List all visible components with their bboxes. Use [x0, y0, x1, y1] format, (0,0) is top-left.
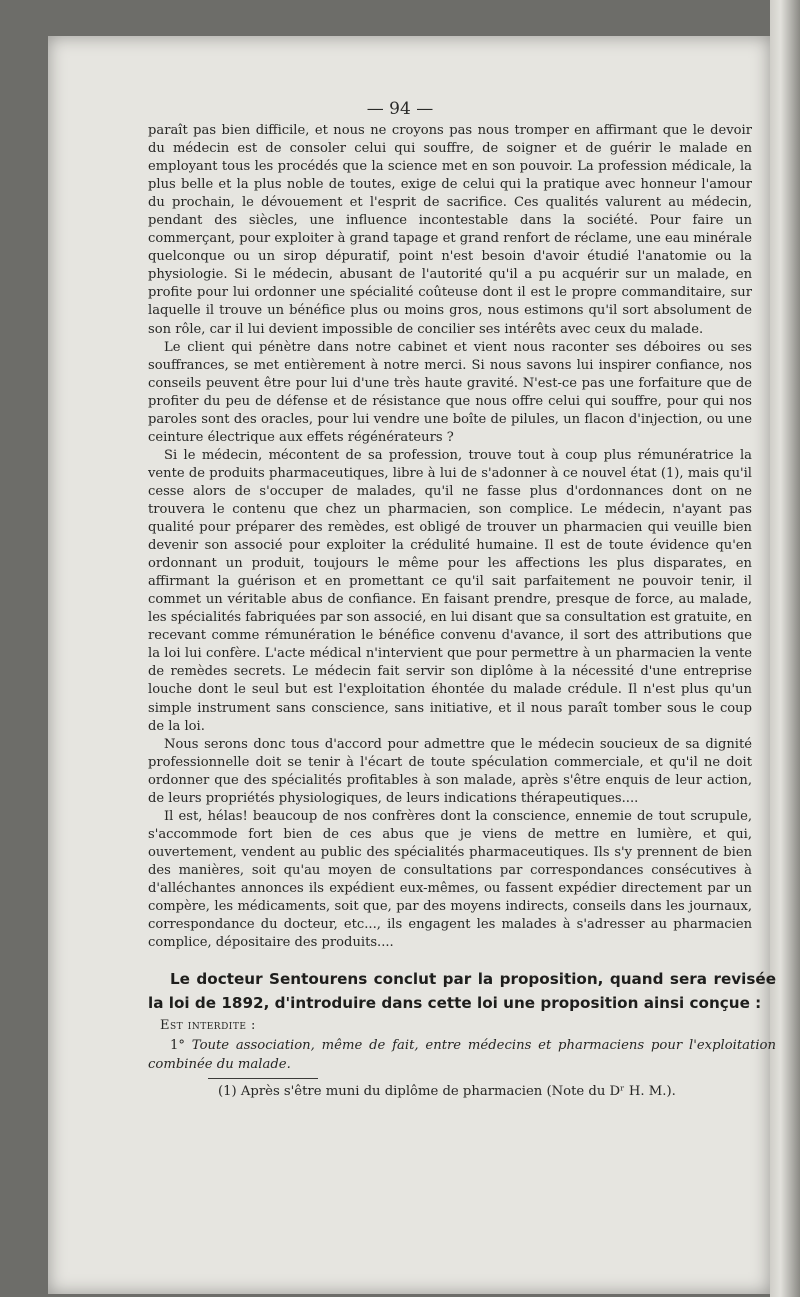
paragraph: Nous serons donc tous d'accord pour admettre que le médecin soucieux de sa dignité professionnelle doit se tenir à l'écart de toute spéculation commerciale, et qu'il ne doit ordonner que des spécialités profitables à son malade, après s'être enquis de leur action, de leurs propriétés physiologiques, de leurs indications thérapeutiques....	[148, 736, 752, 806]
footnote-rule	[208, 1078, 318, 1079]
page-number: — 94 —	[366, 99, 434, 119]
page-edge	[770, 0, 800, 1297]
paragraph: Le client qui pénètre dans notre cabinet et vient nous raconter ses déboires ou ses souffrances, se met entièrement à notre merci. Si nous savons lui inspirer confiance, nos conseils peuvent être pour lui d'une très haute gravité. N'est-ce pas une forfaiture que de profiter du peu de défense et de résistance que nous offre celui qui souffre, pour qui nos paroles sont des oracles, pour lui vendre une boîte de pilules, un flacon d'injection, ou une ceinture électrique aux effets régénérateurs ?	[148, 339, 752, 445]
article-number: 1°	[170, 1038, 185, 1053]
article-1	[148, 1036, 776, 1074]
paragraph: Il est, hélas! beaucoup de nos confrères dont la conscience, ennemie de tout scrupule, s'accommode fort bien de ces abus que je viens de mettre en lumière, et qui, ouvertement, vendent au public des spécialités pharmaceutiques. Ils s'y prennent de bien des manières, soit qu'au moyen de consultations par correspondances consécutives à d'alléchantes annonces ils expédient eux-mêmes, ou fassent expédier directement par un compère, les médicaments, soit que, par des moyens indirects, conseils dans les journaux, correspondance du docteur, etc..., ils engagent les malades à s'adresser au pharmacien complice, dépositaire des produits....	[148, 808, 752, 951]
interdite-label: Est interdite :	[160, 1018, 256, 1033]
conclusion-heading: Le docteur Sentourens conclut par la proposition, quand sera revisée la loi de 1892, d'introduire dans cette loi une proposition ainsi conçue :	[148, 970, 776, 1012]
paragraph: Si le médecin, mécontent de sa profession, trouve tout à coup plus rémunératrice la vente de produits pharmaceutiques, libre à lui de s'adonner à ce nouvel état (1), mais qu'il cesse alors de s'occuper de malades, qu'il ne fasse plus d'ordonnances dont on ne trouvera le contenu que chez un pharmacien, son complice. Le médecin, n'ayant pas qualité pour préparer des remèdes, est obligé de trouver un pharmacien qui veuille bien devenir son associé pour exploiter la crédulité humaine. Il est de toute évidence qu'en ordonnant un produit, toujours le même pour les affections les plus disparates, en affirmant la guérison et en promettant ce qu'il sait parfaitement ne pouvoir tenir, il commet un véritable abus de confiance. En faisant prendre, presque de force, au malade, les spécialités fabriquées par son associé, en lui disant que sa consultation est gratuite, en recevant comme rémunération le bénéfice convenu d'avance, il sort des attributions que la loi lui confère. L'acte médical n'intervient que pour permettre à un pharmacien la vente de remèdes secrets. Le médecin fait servir son diplôme à la nécessité d'une entreprise louche dont le seul but est l'exploitation éhontée du malade crédule. Il n'est plus qu'un simple instrument sans conscience, sans initiative, et il nous paraît tomber sous le coup de la loi.	[148, 447, 752, 734]
article-text: Toute association, même de fait, entre médecins et pharmaciens pour l'exploitation combinée du malade.	[148, 1038, 776, 1072]
paragraph: paraît pas bien difficile, et nous ne croyons pas nous tromper en affirmant que le devoir du médecin est de consoler celui qui souffre, de soigner et de guérir le malade en employant tous les procédés que la science met en son pouvoir. La profession médicale, la plus belle et la plus noble de toutes, exige de celui qui la pratique avec honneur l'amour du prochain, le dévouement et l'esprit de sacrifice. Ces qualités valurent au médecin, pendant des siècles, une influence incontestable dans la société. Pour faire un commerçant, pour exploiter à grand tapage et grand renfort de réclame, une eau minérale quelconque ou un sirop dépuratif, point n'est besoin d'avoir étudié l'anatomie ou la physiologie. Si le médecin, abusant de l'autorité qu'il a pu acquérir sur un malade, en profite pour lui ordonner une spécialité coûteuse dont il est le propre commanditaire, sur laquelle il trouve un bénéfice plus ou moins gros, nous estimons qu'il sort absolument de son rôle, car il lui devient impossible de concilier ses intérêts avec ceux du malade.	[148, 123, 752, 337]
footnote: (1) Après s'être muni du diplôme de pharmacien (Note du Dʳ H. M.).	[218, 1084, 676, 1099]
body-text	[148, 122, 752, 952]
